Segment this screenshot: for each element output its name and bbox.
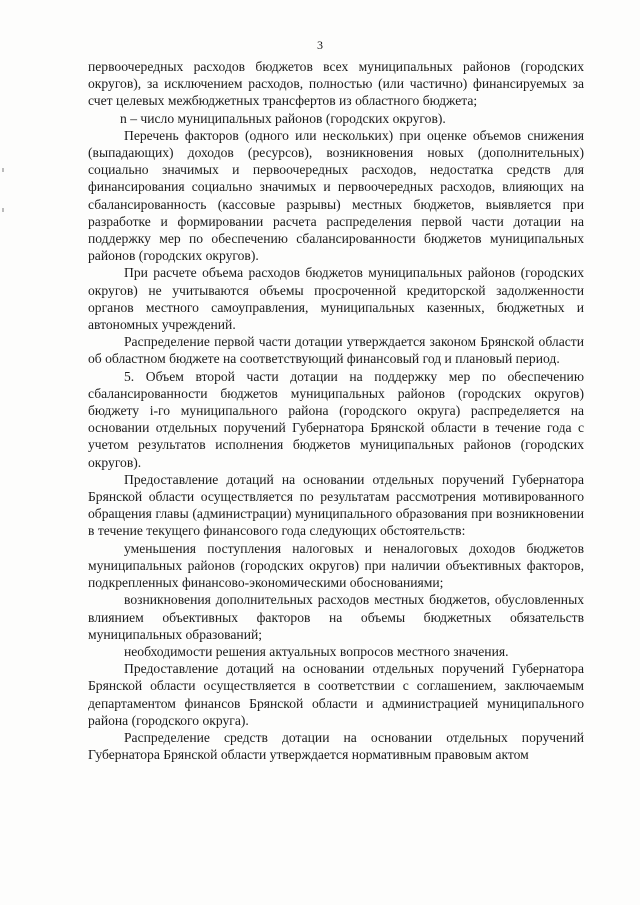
paragraph: Распределение первой части дотации утверждается законом Брянской области об областном бюджете на соответствующий финансовый год и плановый период.: [88, 334, 584, 367]
paragraph: Предоставление дотаций на основании отдельных поручений Губернатора Брянской области осуществляется по результатам рассмотрения мотивированного обращения главы (администрации) муниципального образования при возникновении в течение текущего финансового года следующих обстоятельств:: [88, 471, 584, 539]
paragraph: Предоставление дотаций на основании отдельных поручений Губернатора Брянской области осуществляется в соответствии с соглашением, заключаемым департаментом финансов Брянской области и администрацией муниципального района (городского округа).: [88, 661, 584, 728]
paragraph: При расчете объема расходов бюджетов муниципальных районов (городских округов) не учитываются объемы просроченной кредиторской задолженности органов местного самоуправления, муниципальных казенных, бюджетных и автономных учреждений.: [88, 265, 584, 333]
paragraph: необходимости решения актуальных вопросов местного значения.: [124, 643, 509, 659]
scan-mark: [2, 168, 4, 172]
body-text: [88, 58, 584, 763]
scan-mark: [2, 208, 4, 212]
paragraph: n – число муниципальных районов (городских округов).: [120, 110, 446, 126]
paragraph: первоочередных расходов бюджетов всех муниципальных районов (городских округов), за исключением расходов, полностью (или частично) финансируемых за счет целевых межбюджетных трансфертов из областного бюджета;: [88, 59, 584, 109]
paragraph: Перечень факторов (одного или нескольких) при оценке объемов снижения (выпадающих) доходов (ресурсов), возникновения новых (дополнительных) социально значимых и первоочередных расходов, недостатка средств для финансирования социально значимых и первоочередных расходов, влияющих на сбалансированность (кассовые разрывы) местных бюджетов, выявляется при разработке и формировании расчета распределения первой части дотации на поддержку мер по обеспечению сбалансированности бюджетов муниципальных районов (городских округов).: [88, 127, 584, 264]
paragraph: возникновения дополнительных расходов местных бюджетов, обусловленных влиянием объективных факторов на объемы бюджетных обязательств муниципальных образований;: [88, 592, 584, 642]
paragraph: Распределение средств дотации на основании отдельных поручений Губернатора Брянской области утверждается нормативным правовым актом: [88, 729, 584, 763]
paragraph: уменьшения поступления налоговых и неналоговых доходов бюджетов муниципальных районов (городских округов) при наличии объективных факторов, подкрепленных финансово-экономическими обоснованиями;: [88, 540, 584, 591]
paragraph: 5. Объем второй части дотации на поддержку мер по обеспечению сбалансированности бюджетов муниципальных районов (городских округов) бюджету i-го муниципального района (городского округа) распределяется на основании отдельных поручений Губернатора Брянской области в течение года с учетом результатов исполнения бюджетов муниципальных районов (городских округов).: [88, 368, 584, 470]
page-number: 3: [317, 38, 323, 52]
